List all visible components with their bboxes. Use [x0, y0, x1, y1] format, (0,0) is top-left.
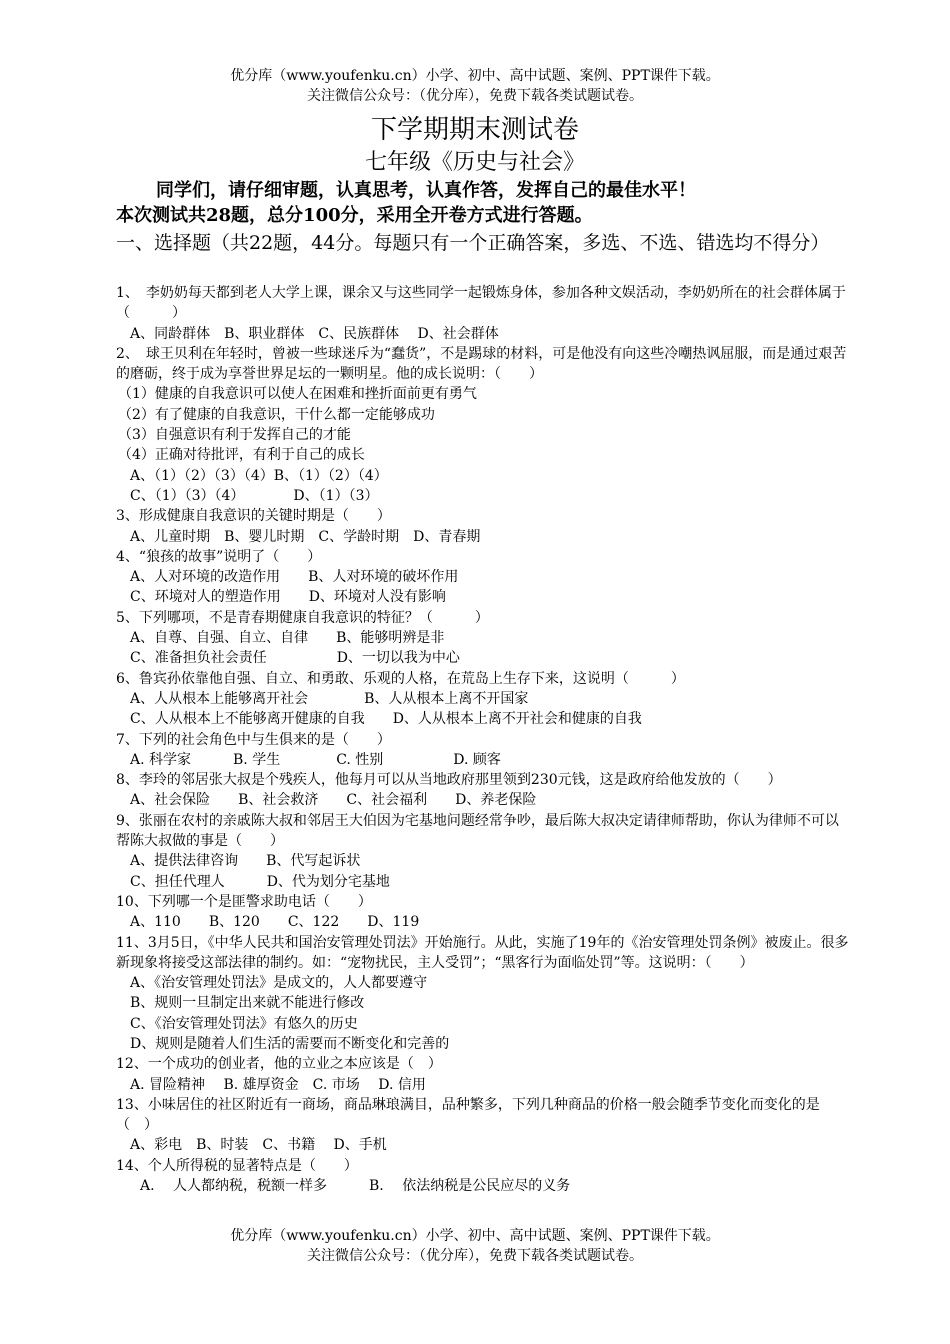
question-14-stem: 14、个人所得税的显著特点是（ ）	[116, 1157, 358, 1174]
question-12-options: A. 冒险精神 B. 雄厚资金 C. 市场 D. 信用	[130, 1076, 426, 1093]
question-2-stem: 2、 球王贝利在年轻时，曾被一些球迷斥为“蠢货”，不是踢球的材料，可是他没有向这些冷嘲热讽屈服，而是通过艰苦的磨砺，终于成为享誉世界足坛的一颗明星。他的成长说明：（ ）	[116, 345, 847, 383]
section-1-title: 一、选择题（共22题，44分。每题只有一个正确答案，多选、不选、错选均不得分）	[116, 232, 830, 254]
question-12-stem: 12、一个成功的创业者，他的立业之本应该是（ ）	[116, 1056, 442, 1073]
question-list	[116, 283, 850, 1196]
exam-intro-2: 本次测试共28题，总分100分，采用全开卷方式进行答题。	[116, 205, 593, 226]
question-14-options-ab: A. 人人都纳税，税额一样多 B. 依法纳税是公民应尽的义务	[140, 1178, 571, 1195]
question-9-stem: 9、张丽在农村的亲戚陈大叔和邻居王大伯因为宅基地问题经常争吵，最后陈大叔决定请律师帮助，你认为律师不可以帮陈大叔做的事是（ ）	[116, 812, 839, 850]
question-2-options-cd: C、（1）（3）（4） D、（1）（3）	[130, 487, 379, 504]
question-8-options: A、社会保险 B、社会救济 C、社会福利 D、养老保险	[130, 792, 537, 809]
question-11-option-c: C、《治安管理处罚法》有悠久的历史	[130, 1015, 358, 1032]
question-5-options-ab: A、自尊、自强、自立、自律 B、能够明辨是非	[130, 630, 445, 647]
question-7-options: A. 科学家 B. 学生 C. 性别 D. 顾客	[130, 751, 501, 768]
exam-subtitle: 七年级《历史与社会》	[364, 150, 585, 175]
question-7-stem: 7、下列的社会角色中与生俱来的是（ ）	[116, 731, 391, 748]
question-10-options: A、110 B、120 C、122 D、119	[130, 914, 420, 931]
question-5-stem: 5、下列哪项，不是青春期健康自我意识的特征？（ ）	[116, 609, 489, 626]
question-6-options-ab: A、人从根本上能够离开社会 B、人从根本上离不开国家	[130, 690, 529, 707]
footer-line-2: 关注微信公众号：（优分库），免费下载各类试题试卷。	[307, 1248, 643, 1264]
question-3-stem: 3、形成健康自我意识的关键时期是（ ）	[116, 508, 391, 525]
question-11-option-b: B、规则一旦制定出来就不能进行修改	[130, 995, 365, 1012]
question-2-statement-4: （4）正确对待批评，有利于自己的成长	[118, 447, 365, 464]
question-2-options-ab: A、（1）（2）（3）（4）B、（1）（2）（4）	[130, 467, 388, 484]
question-2-statement-3: （3）自强意识有利于发挥自己的才能	[118, 427, 351, 444]
question-11-option-a: A、《治安管理处罚法》是成文的，人人都要遵守	[130, 975, 428, 992]
question-13-stem: 13、小味居住的社区附近有一商场，商品琳琅满目，品种繁多，下列几种商品的价格一般会随季节变化而变化的是（ ）	[116, 1096, 820, 1134]
footer-line-1: 优分库（www.youfenku.cn）小学、初中、高中试题、案例、PPT课件下载。	[230, 1228, 720, 1244]
question-11-stem: 11、3月5日，《中华人民共和国治安管理处罚法》开始施行。从此，实施了19年的《治安管理处罚条例》被废止。很多新现象将接受这部法律的制约。如：“宠物扰民，主人受罚”；“黑客行为面临处罚”等。这说明：（ ）	[116, 934, 849, 971]
exam-title: 下学期期末测试卷	[370, 115, 579, 145]
question-9-options-ab: A、提供法律咨询 B、代写起诉状	[130, 853, 361, 870]
question-13-options: A、彩电 B、时装 C、书籍 D、手机	[130, 1137, 387, 1154]
question-5-options-cd: C、准备担负社会责任 D、一切以我为中心	[130, 650, 460, 667]
header-line-2: 关注微信公众号：（优分库），免费下载各类试题试卷。	[307, 88, 643, 104]
question-3-options: A、儿童时期 B、婴儿时期 C、学龄时期 D、青春期	[130, 528, 481, 545]
question-1-stem: 1、 李奶奶每天都到老人大学上课，课余又与这些同学一起锻炼身体，参加各种文娱活动，李奶奶所在的社会群体属于（ ）	[116, 285, 846, 322]
question-6-options-cd: C、人从根本上不能够离开健康的自我 D、人从根本上离不开社会和健康的自我	[130, 711, 642, 728]
question-11-option-d: D、规则是随着人们生活的需要而不断变化和完善的	[130, 1035, 450, 1052]
question-2-statement-2: （2）有了健康的自我意识，干什么都一定能够成功	[118, 406, 435, 423]
question-4-options-cd: C、环境对人的塑造作用 D、环境对人没有影响	[130, 589, 446, 606]
question-4-options-ab: A、人对环境的改造作用 B、人对环境的破坏作用	[130, 569, 459, 586]
question-8-stem: 8、李玲的邻居张大叔是个残疾人，他每月可以从当地政府那里领到230元钱，这是政府给他发放的（ ）	[116, 772, 782, 789]
question-9-options-cd: C、担任代理人 D、代为划分宅基地	[130, 873, 390, 890]
header-line-1: 优分库（www.youfenku.cn）小学、初中、高中试题、案例、PPT课件下载。	[230, 68, 720, 84]
question-4-stem: 4、“狼孩的故事”说明了（ ）	[116, 548, 322, 565]
question-6-stem: 6、鲁宾孙依靠他自强、自立、和勇敢、乐观的人格，在荒岛上生存下来，这说明（ ）	[116, 670, 685, 687]
exam-intro-1: 同学们，请仔细审题，认真思考，认真作答，发挥自己的最佳水平！	[156, 180, 696, 201]
question-1-options: A、同龄群体 B、职业群体 C、民族群体 D、社会群体	[130, 325, 499, 342]
question-2-statement-1: （1）健康的自我意识可以使人在困难和挫折面前更有勇气	[118, 386, 477, 403]
question-10-stem: 10、下列哪一个是匪警求助电话（ ）	[116, 893, 372, 910]
